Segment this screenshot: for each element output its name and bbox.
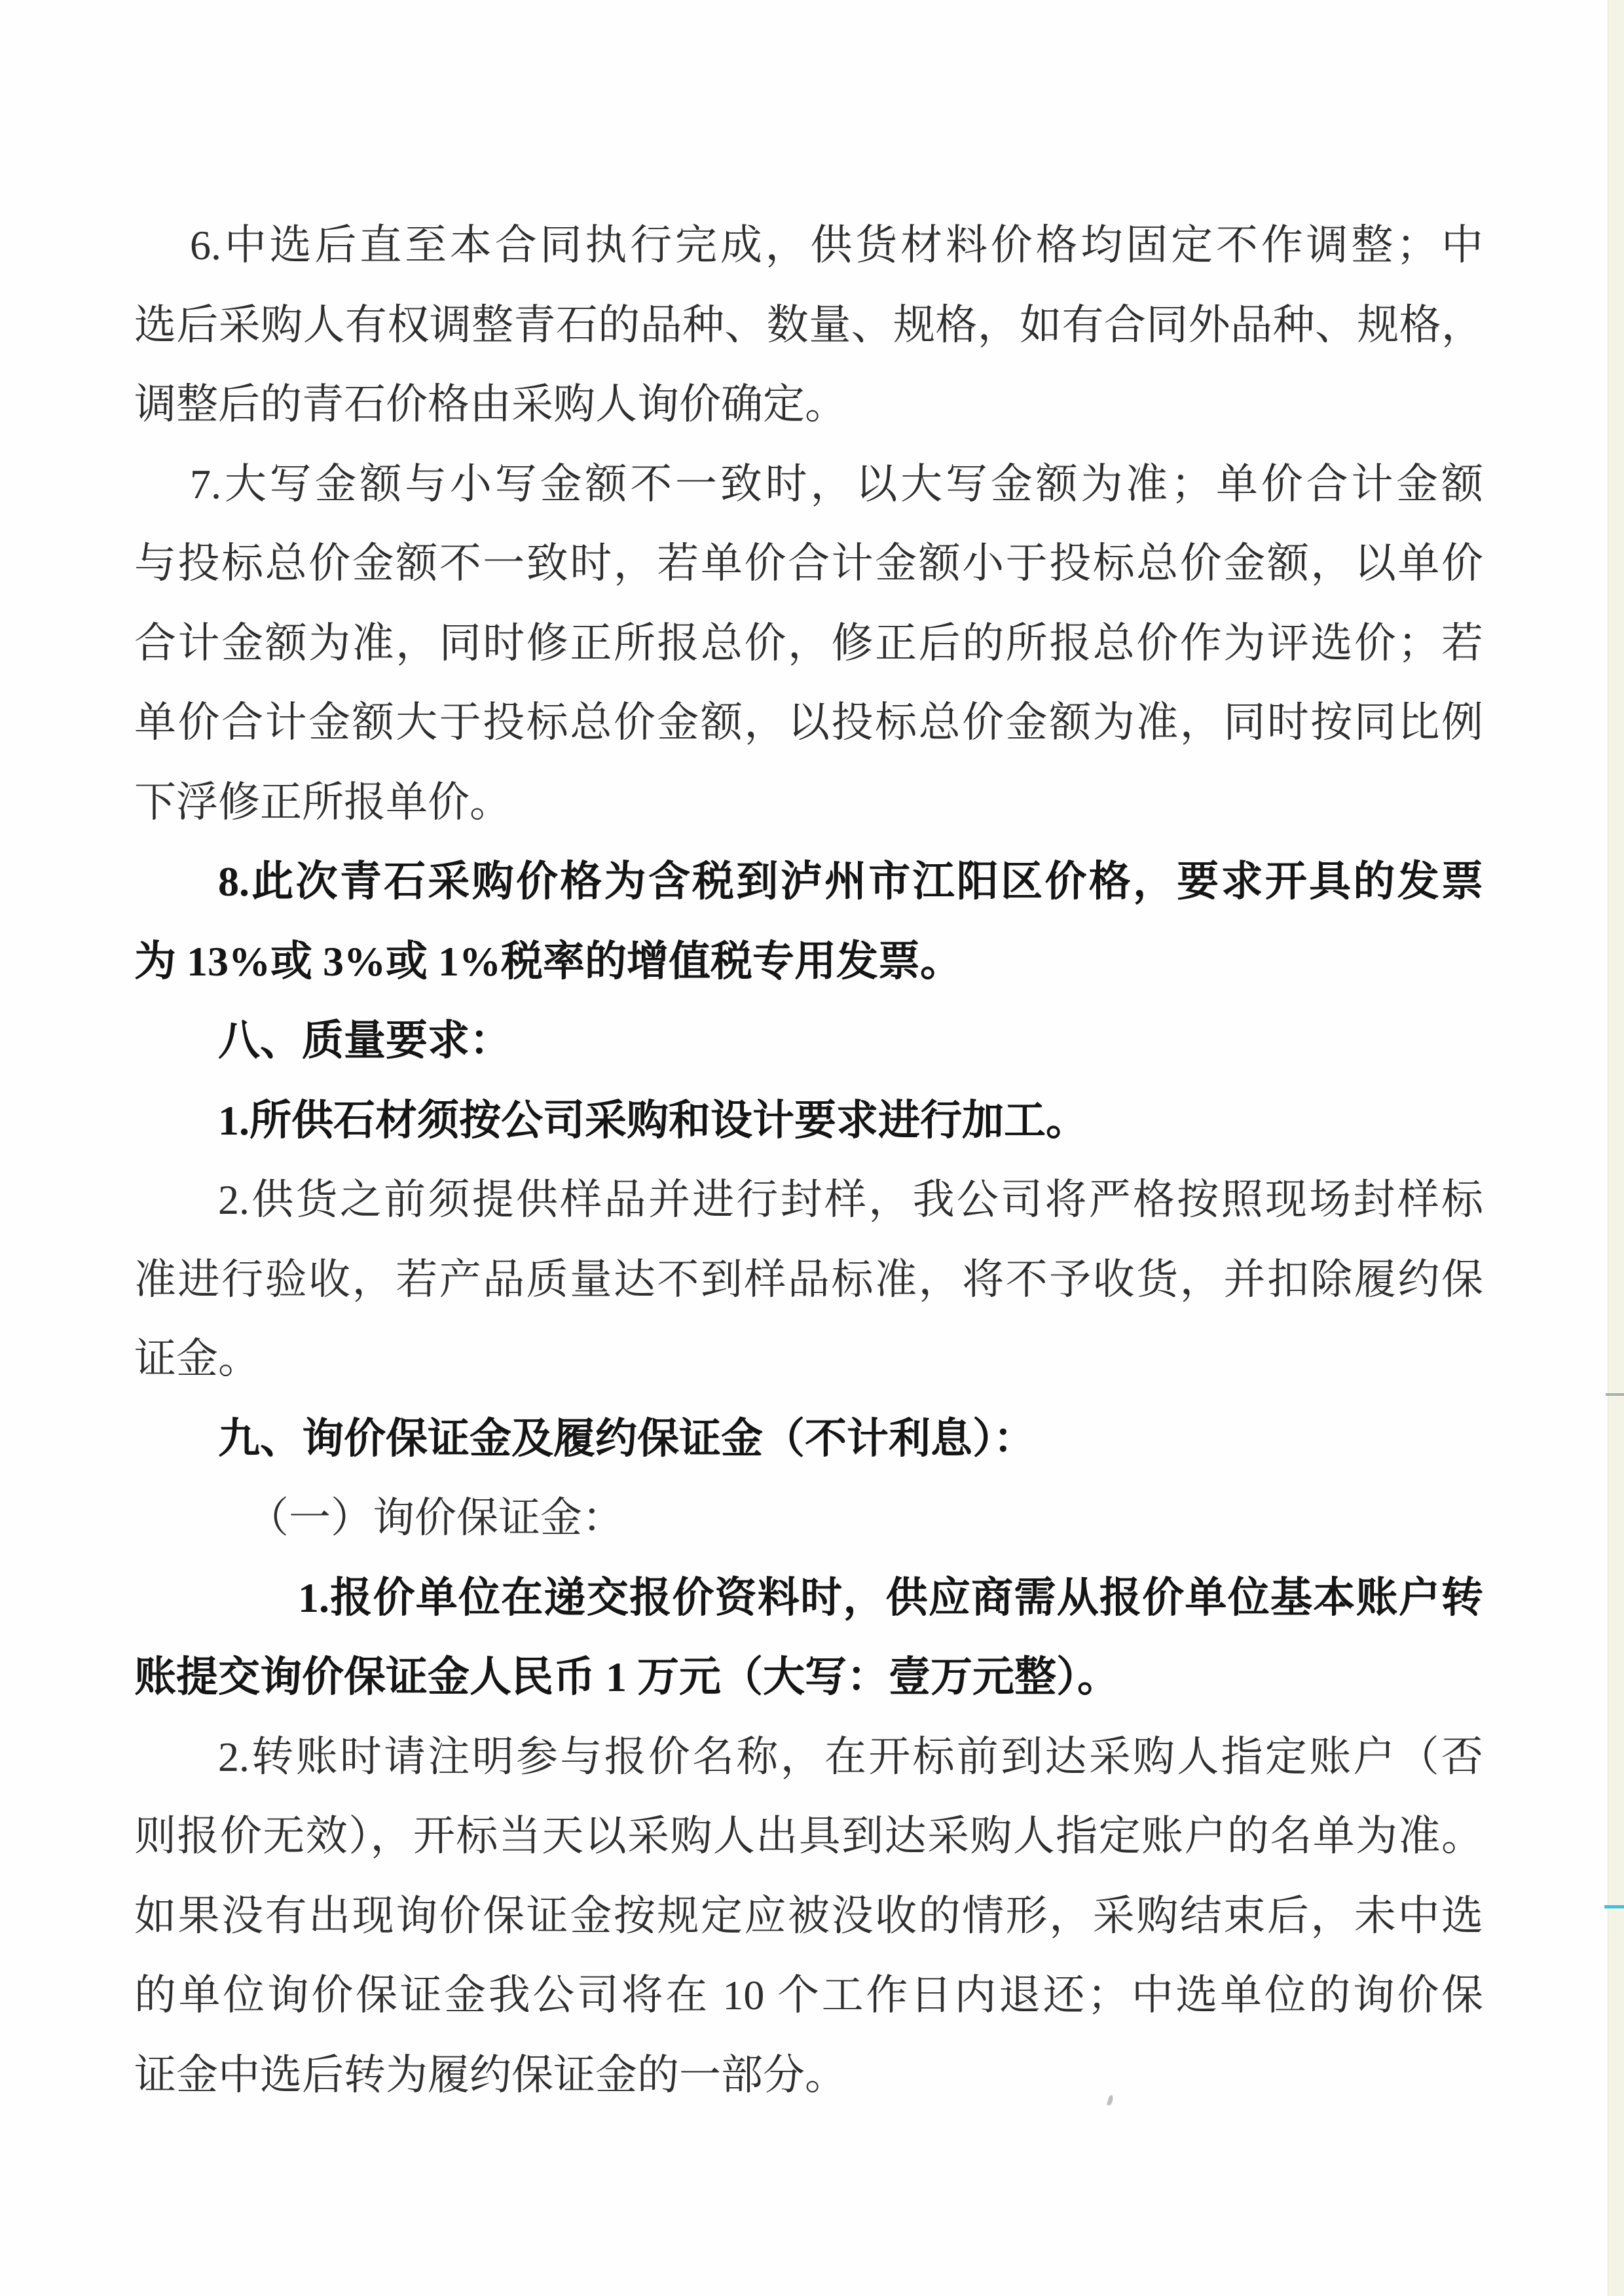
deposit-clause-1	[134, 1558, 1483, 1717]
subsection-heading: （一）询价保证金：	[247, 1495, 624, 1541]
text-line: 选后采购人有权调整青石的品种、数量、规格，如有合同外品种、规格，	[134, 301, 1483, 348]
text-line: 调整后的青石价格由采购人询价确定。	[134, 381, 847, 428]
scan-artifact-gray-tick	[1606, 1393, 1624, 1396]
document-body	[134, 206, 1483, 2115]
text-line: 7.大写金额与小写金额不一致时，以大写金额为准；单价合计金额	[190, 460, 1483, 507]
text-line: 单价合计金额大于投标总价金额，以投标总价金额为准，同时按同比例	[134, 699, 1483, 746]
text-line: 则报价无效），开标当天以采购人出具到达采购人指定账户的名单为准。	[134, 1813, 1483, 1859]
clause-6-price-fixed	[134, 206, 1483, 445]
heading-section-9-deposit	[134, 1399, 1483, 1479]
text-line: 如果没有出现询价保证金按规定应被没收的情形，采购结束后，未中选	[134, 1892, 1483, 1939]
subheading-inquiry-deposit	[134, 1478, 1483, 1558]
scan-artifact-cyan-tick	[1604, 1905, 1624, 1908]
clause-8-tax-invoice	[134, 842, 1483, 1001]
text-line: 证金中选后转为履约保证金的一部分。	[134, 2051, 847, 2098]
section-heading: 九、询价保证金及履约保证金（不计利息）：	[218, 1415, 1035, 1462]
text-line: 1.所供石材须按公司采购和设计要求进行加工。	[218, 1097, 1088, 1144]
text-line: 8.此次青石采购价格为含税到泸州市江阳区价格，要求开具的发票	[218, 858, 1483, 905]
text-line: 6.中选后直至本合同执行完成，供货材料价格均固定不作调整；中	[190, 222, 1483, 268]
quality-clause-2	[134, 1160, 1483, 1399]
clause-7-amount-discrepancy	[134, 445, 1483, 843]
text-line: 合计金额为准，同时修正所报总价，修正后的所报总价作为评选价；若	[134, 619, 1483, 666]
text-line: 账提交询价保证金人民币 1 万元（大写：壹万元整）。	[134, 1654, 1119, 1700]
text-line: 2.供货之前须提供样品并进行封样，我公司将严格按照现场封样标	[218, 1176, 1483, 1223]
heading-section-8-quality	[134, 1001, 1483, 1081]
text-line: 1.报价单位在递交报价资料时，供应商需从报价单位基本账户转	[298, 1574, 1483, 1621]
deposit-clause-2	[134, 1717, 1483, 2115]
text-line: 为 13%或 3%或 1%税率的增值税专用发票。	[134, 938, 962, 985]
text-line: 下浮修正所报单价。	[134, 778, 511, 826]
section-heading: 八、质量要求：	[218, 1017, 511, 1064]
scan-edge-strip	[1608, 0, 1624, 2296]
text-line: 证金。	[134, 1336, 260, 1382]
quality-clause-1	[134, 1081, 1483, 1161]
text-line: 2.转账时请注明参与报价名称，在开标前到达采购人指定账户（否	[218, 1733, 1483, 1780]
text-line: 的单位询价保证金我公司将在 10 个工作日内退还；中选单位的询价保	[134, 1972, 1483, 2018]
text-line: 与投标总价金额不一致时，若单价合计金额小于投标总价金额，以单价	[134, 540, 1483, 587]
text-line: 准进行验收，若产品质量达不到样品标准，将不予收货，并扣除履约保	[134, 1256, 1483, 1303]
